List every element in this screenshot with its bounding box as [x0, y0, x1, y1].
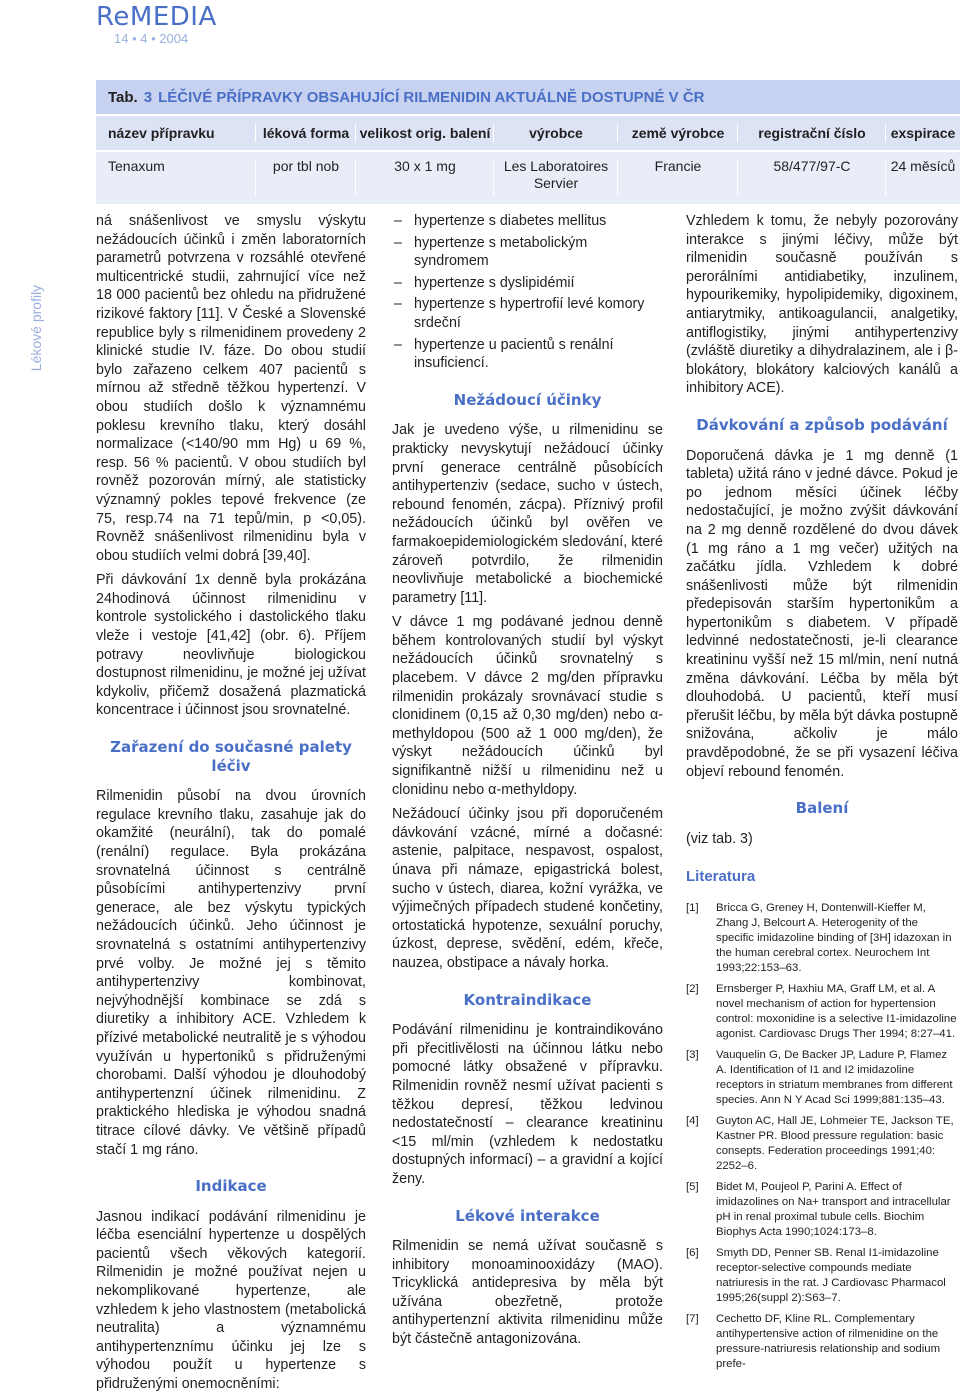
table-cell: 30 x 1 mg: [356, 152, 494, 204]
paragraph: Jak je uvedeno výše, u rilmenidinu se prakticky nevyskytují nežádoucí účinky první generace centrálně působících antihypertenziv (sedace, sucho v ústech, rebound fenomén, zácpa). Příznivý profil nežádoucích účinků byl ověřen ve farmakoepidemiologickém sledování, které zároveň potvrdilo, že rilmenidin neovlivňuje metabolické a biochemické parametry [11].: [392, 422, 663, 606]
table-title: LÉČIVÉ PŘÍPRAVKY OBSAHUJÍCÍ RILMENIDIN AKTUÁLNĚ DOSTUPNÉ V ČR: [158, 88, 705, 106]
table-cell: Francie: [618, 152, 738, 204]
section-heading: Balení: [795, 799, 849, 818]
reference-item: [6] Smyth DD, Penner SB. Renal I1-imidazoline receptor-selective compounds mediate natriuresis in the rat. J Cardiovasc Pharmacol 1995;26(suppl 2):S63–7.: [686, 1247, 946, 1304]
paragraph: Při dávkování 1x denně byla prokázána 24hodinová účinnost rilmenidinu v kontrole systolického i dastolického tlaku vleže i vestoje [41,42] (obr. 6). Příjem potravy neovlivňuje biologickou dostupnost rilmenidinu, je možné jej užívat kdykoliv, přičemž dosažená plazmatická koncentrace i účinnost jsou srovnatelné.: [96, 572, 366, 719]
reference-item: [2] Ernsberger P, Haxhiu MA, Graff LM, et al. A novel mechanism of action for hypertension control: moxonidine is a selective I1-imidazoline agonist. Cardiovasc Drugs Ther 1994; 8:27–41.: [686, 983, 957, 1040]
table-cell: 58/477/97-C: [738, 152, 886, 204]
table-cell: Les Laboratoires Servier: [494, 152, 618, 204]
section-heading: Indikace: [195, 1177, 267, 1196]
references-title: Literatura: [686, 868, 756, 886]
section-heading: Dávkování a způsob podávání: [696, 415, 948, 434]
section-heading: Nežádoucí účinky: [453, 390, 602, 409]
header-cell: velikost orig. balení: [356, 116, 494, 150]
column-2: [392, 212, 663, 1355]
table-title-bar: [96, 80, 960, 114]
reference-item: [4] Guyton AC, Hall JE, Lohmeier TE, Jackson TE, Kastner PR. Blood pressure regulation: basic consepts. Federation proceedings 1991;40: 2252–6.: [686, 1115, 954, 1172]
reference-item: [1] Bricca G, Greney H, Dontenwill-Kieffer M, Zhang J, Belcourt A. Heterogenity of the specific imidazoline binding of [3H] idazoxan in the human cerebral cortex. Neurochem Int 1993;22:153–63.: [686, 902, 952, 974]
paragraph: Vzhledem k tomu, že nebyly pozorovány interakce s jinými léčivy, může být rilmenidin současně používán s perorálními antidiabetiky, inzulinem, hypourikemiky, hypolipidemiky, digoxinem, antiarytmiky, antikoagulancii, analgetiky, antiflogistiky, jinými antihypertenzivy (zvláště diuretiky a dihydralazinem, ale i β-blokátory, blokátory kalciových kanálů a inhibitory ACE).: [686, 213, 958, 397]
table-cell: por tbl nob: [256, 152, 356, 204]
journal-logo: ReMEDIA: [96, 2, 217, 32]
table-row: [96, 152, 960, 204]
section-heading: Kontraindikace: [463, 990, 592, 1009]
reference-item: [7] Cechetto DF, Kline RL. Complementary antihypertensive action of rilmenidine on the pressure-natriuresis relationship and sodium prefe-: [686, 1313, 941, 1370]
table-header-row: [96, 116, 960, 150]
header-cell: výrobce: [494, 116, 618, 150]
header-cell: exspirace: [890, 125, 956, 141]
column-3: [686, 212, 958, 1378]
table-tab-label: Tab.: [108, 88, 138, 106]
list-item: – hypertenze u pacientů s renální insuficiencí.: [392, 336, 663, 373]
drug-table: [96, 80, 960, 204]
indication-list: [392, 212, 663, 373]
section-heading: Lékové interakce: [455, 1206, 600, 1225]
column-1: [96, 212, 366, 1400]
header-cell: léková forma: [256, 116, 356, 150]
reference-item: [3] Vauquelin G, De Backer JP, Ladure P, Flamez A. Identification of I1 and I2 imidazoline receptors in striatum membranes from different species. Ann N Y Acad Sci 1999;881:135–43.: [686, 1049, 953, 1106]
paragraph: V dávce 1 mg podávané jednou denně během kontrolovaných studií byl výskyt nežádoucích účinků srovnatelný s placebem. V dávce 2 mg/den přípravku rilmenidin prokázaly srovnávací studie s clonidinem (0,15 až 0,30 mg/den) nebo α-methyldopou (500 až 1 000 mg/den), že výskyt nežádoucích účinků byl signifikantně nižší u rilmenidinu než u clonidinu nebo α-methyldopy.: [392, 614, 663, 798]
header-cell: registrační číslo: [738, 116, 886, 150]
list-item: – hypertenze s hypertrofií levé komory srdeční: [392, 295, 663, 332]
paragraph: (viz tab. 3): [686, 830, 753, 847]
paragraph: Jasnou indikací podávání rilmenidinu je léčba esenciální hypertenze u dospělých pacientů všech věkových kategorií. Rilmenidin je možné používat nejen u nekomplikované hypertenze, ale vzhledem k jeho vlastnostem (metabolická neutralita) a významnému antihypertenznímu účinku jej lze s výhodou použít u hypertenze s přidruženými onemocněními:: [96, 1208, 366, 1393]
section-heading: Zařazení do současné palety léčiv: [110, 738, 352, 775]
paragraph: Rilmenidin se nemá užívat současně s inhibitory monoaminooxidázy (MAO). Tricyklická antidepresiva by měla být užívána obezřetně, protože antihypertenzní aktivita rilmenidinu může být částečně antagonizována.: [392, 1238, 663, 1348]
header-cell: název přípravku: [96, 116, 256, 150]
list-item: – hypertenze s metabolickým syndromem: [392, 234, 663, 271]
paragraph: Nežádoucí účinky jsou při doporučeném dávkování vzácné, mírné a dočasné: astenie, palpitace, nespavost, ospalost, únava při námaze, epigastrická bolest, sucho v ústech, diarea, kožní vyrážka, ve výjimečných případech studené končetiny, ortostatická hypotenze, sexuální poruchy, úzkost, deprese, svědění, edém, křeče, nauzea, obstipace a návaly horka.: [392, 806, 663, 971]
header-cell: země výrobce: [618, 116, 738, 150]
paragraph: Doporučená dávka je 1 mg denně (1 tableta) užitá ráno v jedné dávce. Pokud je po jednom měsíci účinek léčby nedostačující, je možno zvýšit dávkování na 2 mg denně rozdělené do dvou dávek (1 mg ráno a 1 mg večer) užitých na začátku jídla. Vzhledem k dobré snášenlivosti může být rilmenidin předepisován starším hypertonikům a hypertonikům s diabetem. V případě ledvinné nedostatečnosti, je-li clearance kreatininu vyšší než 15 ml/min, není nutná změna dávkování. Léčba by měla být dlouhodobá. U pacientů, kteří musí přerušit léčbu, by měla být dávka postupně snižována, ačkoliv je málo pravděpodobné, že se při vysazení léčiva objeví rebound fenomén.: [686, 447, 958, 780]
paragraph: ná snášenlivost ve smyslu výskytu nežádoucích účinků i změn laboratorních parametrů potvrzena v rozsáhlé otevřené multicentrické studii, zahrnující více než 18 000 pacientů bez ohledu na přidružené rizikové faktory [11]. V České a Slovenské republice byly s rilmenidinem provedeny 2 klinické studie IV. fáze. Do obou studií bylo zařazeno celkem 407 pacientů s mírnou až středně těžkou hypertenzí. V obou studiích došlo k významnému poklesu krevního tlaku, který dosáhl normalizace (<140/90 mm Hg) u 69 %, resp. 56 % pacientů. V obou studiích byl rovněž pozorován mírný, ale statisticky významný pokles tepové frekvence (ze 75, resp.74 na 71 tepů/min, p <0,05). Rovněž snášenlivost rilmenidinu byla v obou studiích velmi dobrá [39,40].: [96, 213, 366, 564]
section-label: Lékové profily: [28, 284, 44, 372]
table-cell: Tenaxum: [96, 152, 256, 204]
section-sidebar: [18, 284, 48, 372]
table-cell: 24 měsíců: [890, 158, 956, 174]
paragraph: Rilmenidin působí na dvou úrovních regulace krevního tlaku, zasahuje jak do okamžité (neurální), tak do pomalé (renální) regulace. Byla prokázána srovnatelná účinnost s centrálně působícími antihypertenzivy první generace, ale bez výskytu typických nežádoucích účinků. Jeho účinnost je srovnatelná s ostatními antihypertenzivy prvé volby. Je možné jej s těmito antihypertenzivy kombinovat, nejvýhodnější kombinace se zdá s diuretiky a inhibitory ACE. Vzhledem k přízivé metabolické neutralitě je s výhodou využíván u hypertoniků s přidruženými chorobami. Další výhodou je dlouhodobý antihypertenzní účinek rilmenidinu. Z praktického hlediska je výhodou snadná titrace cílové dávky. Ve většině případů stačí 1 mg ráno.: [96, 788, 366, 1158]
table-number: 3: [143, 88, 153, 106]
paragraph: Podávání rilmenidinu je kontraindikováno při přecitlivělosti na účinnou látku nebo pomocné látky obsažené v přípravku. Rilmenidin rovněž nesmí užívat pacienti s těžkou depresí, těžkou ledvinou nedostatečností – clearance kreatininu <15 ml/min (vzhledem k nedostatku dostupných informací) – a gravidní a kojící ženy.: [392, 1022, 663, 1187]
list-item: – hypertenze s diabetes mellitus: [392, 212, 663, 231]
list-item: – hypertenze s dyslipidémií: [392, 274, 663, 293]
reference-item: [5] Bidet M, Poujeol P, Parini A. Effect of imidazolines on Na+ transport and intracellular pH in renal proximal tubule cells. Biochim Biophys Acta 1990;1024:173–8.: [686, 1181, 951, 1238]
issue-date: 14 • 4 • 2004: [114, 31, 189, 46]
